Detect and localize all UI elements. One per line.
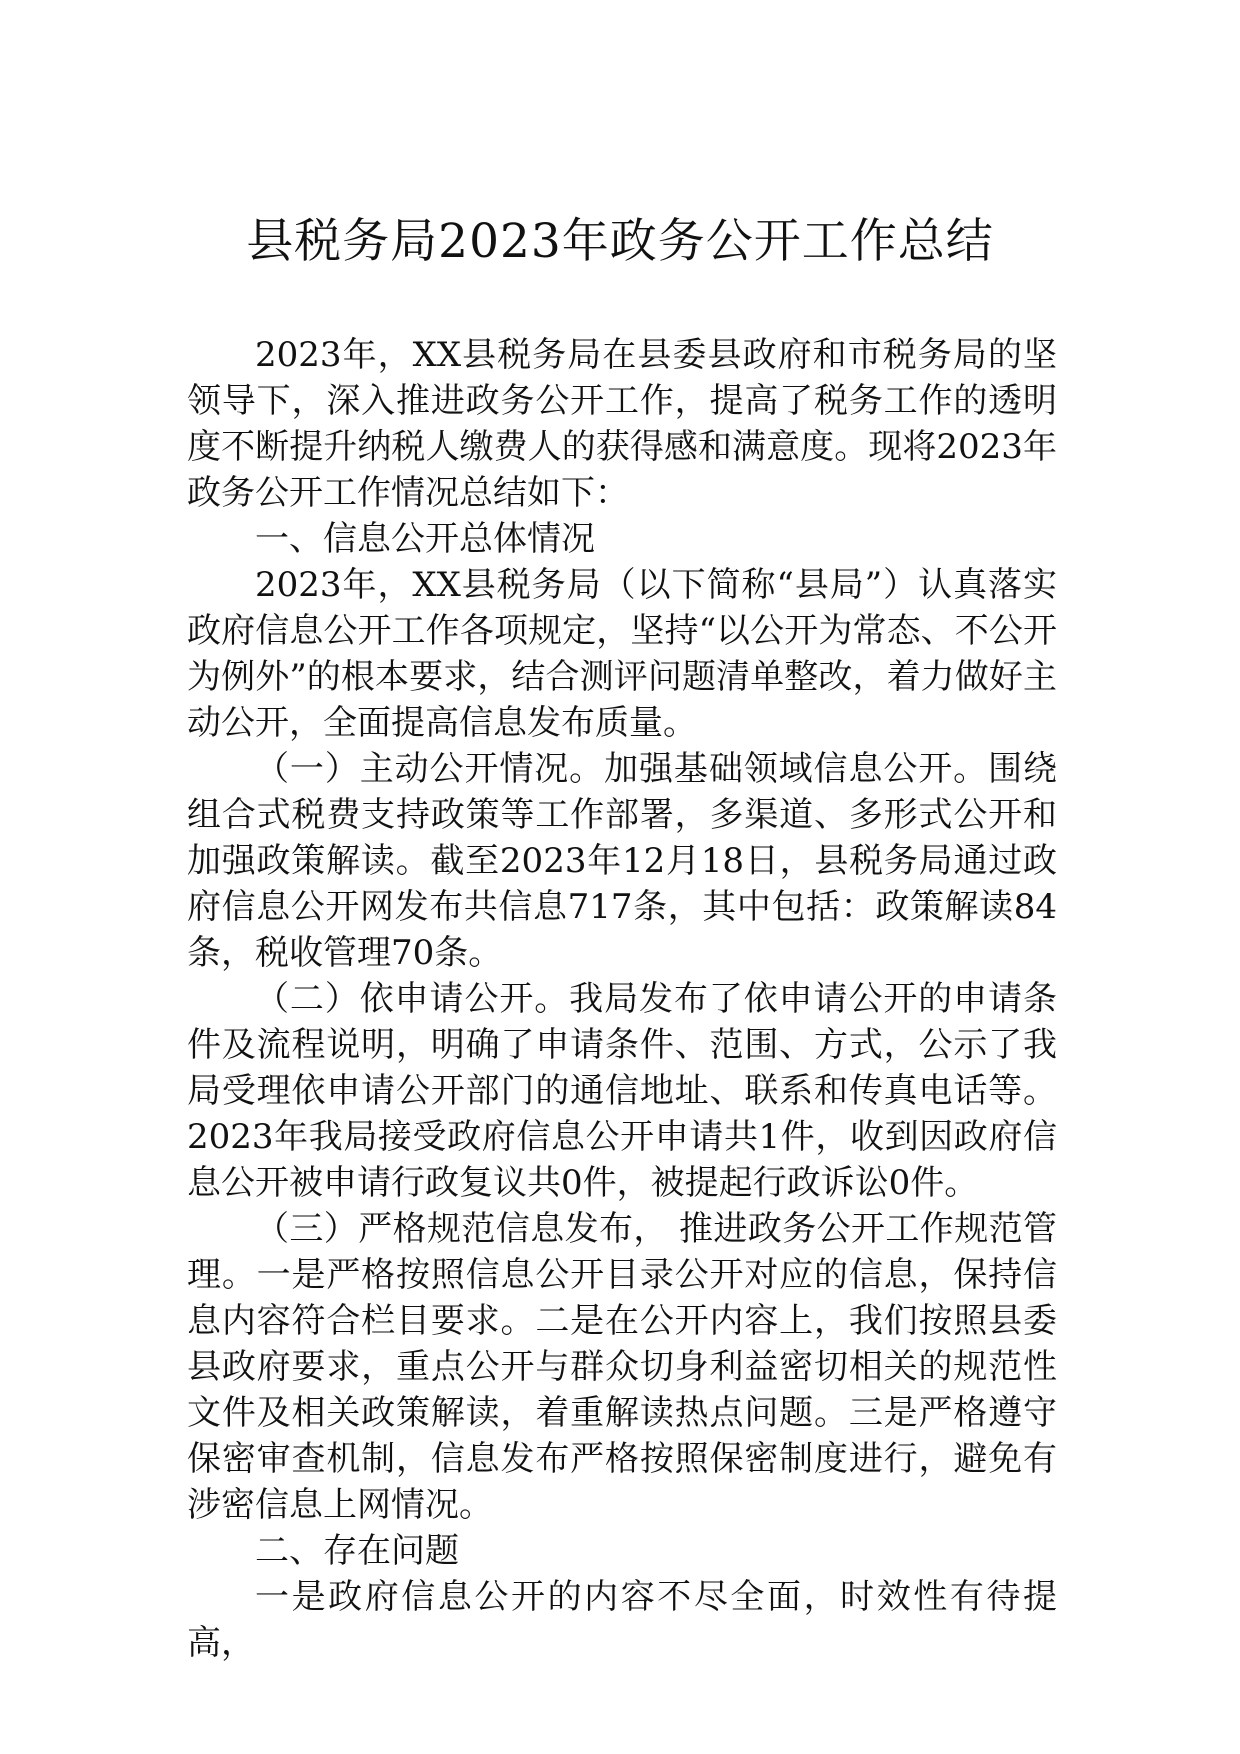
paragraph-intro: 2023年，XX县税务局在县委县政府和市税务局的坚领导下，深入推进政务公开工作，提高了税务工作的透明度不断提升纳税人缴费人的获得感和满意度。现将2023年政务公开工作情况总结如下： (187, 335, 1057, 513)
paragraph-application-disclosure: （二）依申请公开。我局发布了依申请公开的申请条件及流程说明，明确了申请条件、范围、方式，公示了我局受理依申请公开部门的通信地址、联系和传真电话等。2023年我局接受政府信息公开申请共1件，收到因政府信息公开被申请行政复议共0件，被提起行政诉讼0件。 (187, 979, 1057, 1203)
section-heading-problems: 二、存在问题 (255, 1531, 459, 1571)
document-body (187, 332, 1057, 1666)
paragraph-overview: 2023年，XX县税务局（以下简称“县局”）认真落实政府信息公开工作各项规定，坚持“以公开为常态、不公开为例外”的根本要求，结合测评问题清单整改，着力做好主动公开，全面提高信息发布质量。 (187, 565, 1057, 743)
document-title: 县税务局2023年政务公开工作总结 (246, 214, 994, 269)
paragraph-active-disclosure: （一）主动公开情况。加强基础领域信息公开。围绕组合式税费支持政策等工作部署，多渠道、多形式公开和加强政策解读。截至2023年12月18日，县税务局通过政府信息公开网发布共信息717条，其中包括：政策解读84条，税收管理70条。 (187, 749, 1057, 973)
paragraph-release-standards: （三）严格规范信息发布， 推进政务公开工作规范管理。一是严格按照信息公开目录公开对应的信息，保持信息内容符合栏目要求。二是在公开内容上，我们按照县委县政府要求，重点公开与群众切身利益密切相关的规范性文件及相关政策解读，着重解读热点问题。三是严格遵守保密审查机制，信息发布严格按照保密制度进行，避免有涉密信息上网情况。 (187, 1209, 1057, 1525)
section-heading-overview: 一、信息公开总体情况 (255, 519, 595, 559)
paragraph-problems: 一是政府信息公开的内容不尽全面，时效性有待提高， (187, 1577, 1057, 1663)
